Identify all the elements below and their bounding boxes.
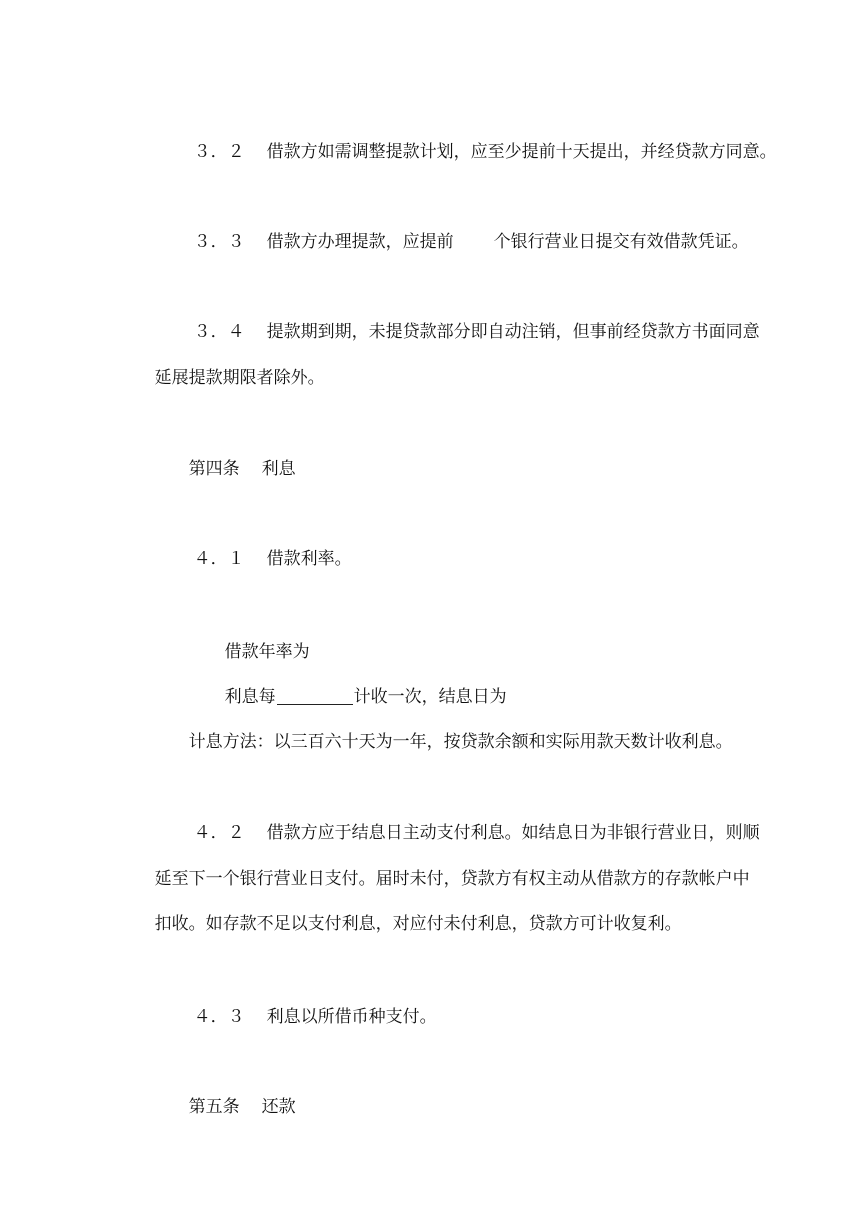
fill-in-blank: [277, 690, 353, 705]
clause-number: ３．２: [193, 142, 245, 162]
article-label: 第四条: [188, 459, 240, 479]
clause-4-1: [172, 526, 352, 592]
clause-3-3: [172, 209, 749, 275]
article-4-heading: [167, 436, 296, 502]
method-text: 计息方法：以三百六十天为一年，按贷款余额和实际用款天数计收利息。: [188, 732, 733, 752]
clause-text: 扣收。如存款不足以支付利息，对应付未付利息，贷款方可计收复利。: [154, 914, 682, 934]
clause-text: 提款期到期，未提贷款部分即自动注销，但事前经贷款方书面同意: [266, 322, 760, 342]
article-label: 第五条: [188, 1097, 240, 1117]
clause-number: ４．１: [193, 549, 245, 569]
article-title: 还款: [261, 1097, 296, 1117]
clause-text: 延展提款期限者除外。: [154, 368, 325, 388]
article-title: 利息: [261, 459, 296, 479]
clause-number: ４．２: [193, 823, 245, 843]
clause-4-3: [172, 984, 437, 1050]
rate-text: 借款年率为: [224, 642, 310, 662]
clause-number: ３．３: [193, 232, 245, 252]
period-text-part-1: 利息每: [224, 687, 276, 707]
clause-4-2-line-3: [133, 891, 682, 957]
clause-text: 借款方如需调整提款计划，应至少提前十天提出，并经贷款方同意。: [266, 142, 777, 162]
period-text-part-2: 计收一次，结息日为: [353, 687, 507, 707]
clause-text-part-1: 借款方办理提款，应提前: [266, 232, 454, 252]
clause-3-2: [172, 119, 777, 185]
clause-number: ３．４: [193, 322, 245, 342]
clause-text: 利息以所借币种支付。: [266, 1007, 437, 1027]
clause-3-4-line-2: [133, 345, 325, 411]
article-5-heading: [167, 1074, 296, 1140]
clause-text-part-2: 个银行营业日提交有效借款凭证。: [493, 232, 749, 252]
interest-method-line: [167, 709, 733, 775]
clause-text: 借款方应于结息日主动支付利息。如结息日为非银行营业日，则顺: [266, 823, 760, 843]
clause-text: 借款利率。: [266, 549, 352, 569]
clause-text: 延至下一个银行营业日支付。届时未付，贷款方有权主动从借款方的存款帐户中: [154, 869, 750, 889]
clause-number: ４．３: [193, 1007, 245, 1027]
